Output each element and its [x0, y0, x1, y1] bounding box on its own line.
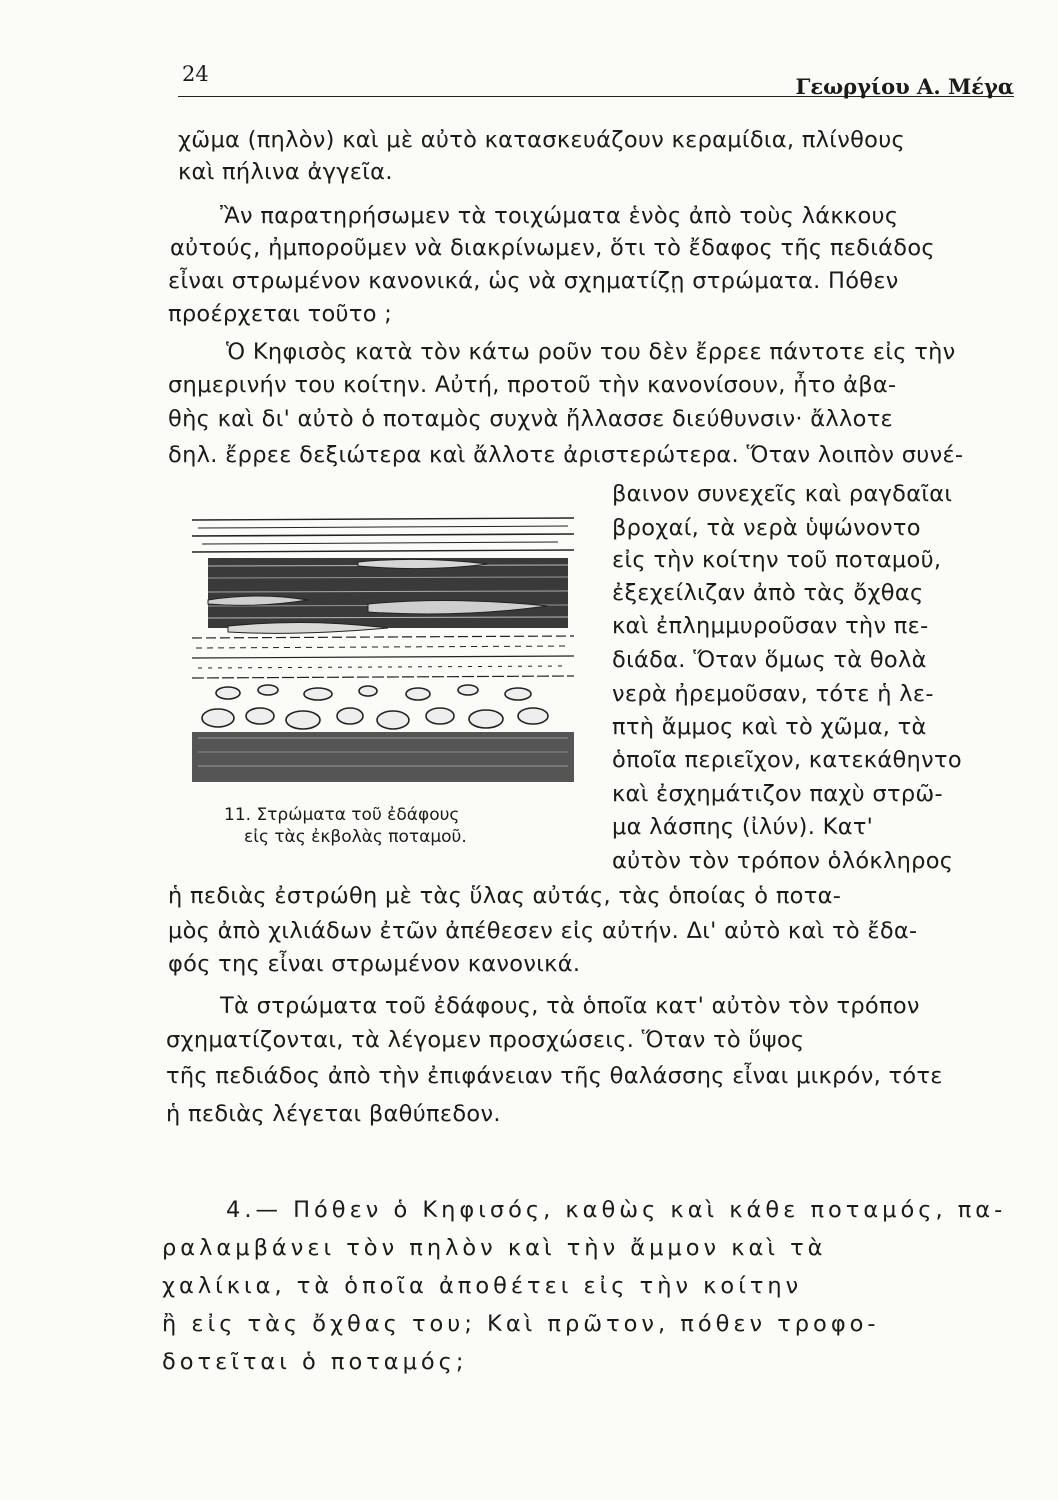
- body-line: σημερινήν του κοίτην. Αὐτή, προτοῦ τὴν κανονίσουν, ἦτο ἀβα-: [168, 372, 897, 398]
- caption-line: εἰς τὰς ἐκβολὰς ποταμοῦ.: [244, 827, 467, 847]
- section-line: δοτεῖται ὁ ποταμός;: [162, 1349, 468, 1375]
- side-line: καὶ ἐσχημάτιζον παχὺ στρῶ-: [612, 781, 943, 807]
- body-line: τῆς πεδιάδος ἀπὸ τὴν ἐπιφάνειαν τῆς θαλάσσης εἶναι μικρόν, τότε: [166, 1063, 943, 1089]
- page-number: 24: [182, 62, 209, 86]
- side-line: ὁποῖα περιεῖχον, κατεκάθηντο: [612, 747, 962, 773]
- body-line: ἡ πεδιὰς ἐστρώθη μὲ τὰς ὕλας αὐτάς, τὰς ὁποίας ὁ ποτα-: [168, 883, 842, 909]
- side-line: βαινον συνεχεῖς καὶ ραγδαῖαι: [612, 481, 953, 507]
- section-line: χαλίκια, τὰ ὁποῖα ἀποθέτει εἰς τὴν κοίτην: [162, 1273, 803, 1299]
- soil-strata-illustration: [188, 508, 578, 798]
- side-line: μα λάσπης (ἰλύν). Κατ': [612, 814, 874, 840]
- section-line: 4.— Πόθεν ὁ Κηφισός, καθὼς καὶ κάθε ποταμός, πα-: [226, 1197, 1007, 1223]
- section-line: ραλαμβάνει τὸν πηλὸν καὶ τὴν ἄμμον καὶ τὰ: [162, 1235, 827, 1261]
- side-line: βροχαί, τὰ νερὰ ὑψώνοντο: [612, 515, 921, 541]
- body-line: καὶ πήλινα ἀγγεῖα.: [178, 159, 393, 185]
- body-line: αὐτούς, ἠμποροῦμεν νὰ διακρίνωμεν, ὅτι τὸ ἔδαφος τῆς πεδιάδος: [170, 235, 935, 261]
- side-line: ἐξεχείλιζαν ἀπὸ τὰς ὄχθας: [612, 580, 924, 606]
- section-line: ἢ εἰς τὰς ὄχθας του; Καὶ πρῶτον, πόθεν τροφο-: [162, 1311, 880, 1337]
- body-line: μὸς ἀπὸ χιλιάδων ἐτῶν ἀπέθεσεν εἰς αὐτήν. Δι' αὐτὸ καὶ τὸ ἔδα-: [168, 918, 918, 944]
- side-line: διάδα. Ὅταν ὅμως τὰ θολὰ: [612, 647, 927, 673]
- body-line: θὴς καὶ δι' αὐτὸ ὁ ποταμὸς συχνὰ ἤλλασσε διεύθυνσιν· ἄλλοτε: [168, 406, 893, 432]
- body-line: εἶναι στρωμένον κανονικά, ὡς νὰ σχηματίζῃ στρώματα. Πόθεν: [168, 268, 899, 294]
- caption-line: 11. Στρώματα τοῦ ἐδάφους: [224, 805, 460, 825]
- running-head: Γεωργίου Α. Μέγα: [795, 74, 1014, 99]
- body-line: δηλ. ἔρρεε δεξιώτερα καὶ ἄλλοτε ἀριστερώτερα. Ὅταν λοιπὸν συνέ-: [168, 442, 964, 468]
- body-line: Ὁ Κηφισὸς κατὰ τὸν κάτω ροῦν του δὲν ἔρρεε πάντοτε εἰς τὴν: [226, 339, 956, 365]
- body-line: προέρχεται τοῦτο ;: [168, 301, 393, 327]
- side-line: καὶ ἐπλημμυροῦσαν τὴν πε-: [612, 613, 929, 639]
- body-line: φός της εἶναι στρωμένον κανονικά.: [168, 951, 581, 977]
- side-line: αὐτὸν τὸν τρόπον ὁλόκληρος: [612, 848, 954, 874]
- side-line: πτὴ ἄμμος καὶ τὸ χῶμα, τὰ: [612, 714, 927, 740]
- body-line: ἡ πεδιὰς λέγεται βαθύπεδον.: [166, 1101, 501, 1127]
- side-line: εἰς τὴν κοίτην τοῦ ποταμοῦ,: [612, 547, 942, 573]
- page-header: [178, 62, 1014, 97]
- side-line: νερὰ ἠρεμοῦσαν, τότε ἡ λε-: [612, 681, 934, 707]
- figure-caption: [224, 804, 554, 848]
- body-line: χῶμα (πηλὸν) καὶ μὲ αὐτὸ κατασκευάζουν κεραμίδια, πλίνθους: [178, 127, 906, 153]
- body-line: Ἂν παρατηρήσωμεν τὰ τοιχώματα ἑνὸς ἀπὸ τοὺς λάκκους: [220, 203, 899, 229]
- body-line: Τὰ στρώματα τοῦ ἐδάφους, τὰ ὁποῖα κατ' αὐτὸν τὸν τρόπον: [220, 993, 920, 1019]
- body-line: σχηματίζονται, τὰ λέγομεν προσχώσεις. Ὅταν τὸ ὕψος: [166, 1027, 805, 1053]
